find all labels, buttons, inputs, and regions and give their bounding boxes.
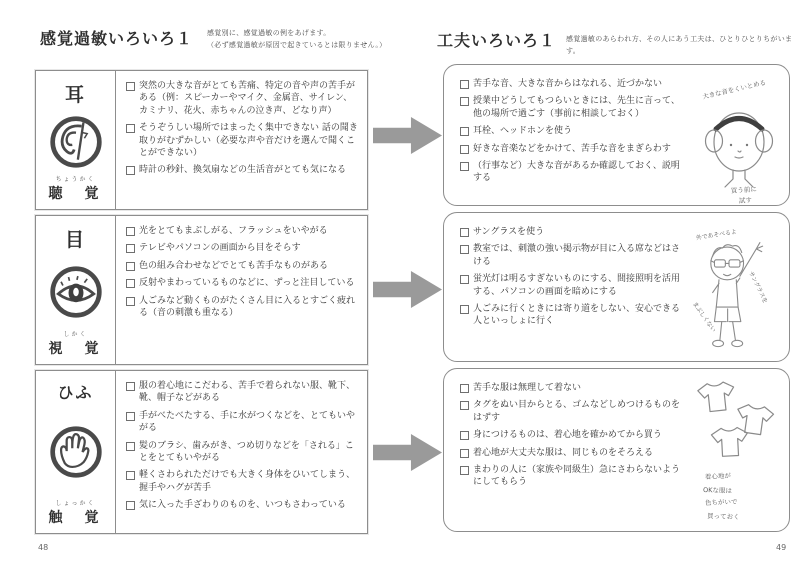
sense-name: 視 覚 bbox=[48, 341, 103, 357]
sense-label-hearing bbox=[49, 177, 103, 201]
checkbox-item bbox=[126, 260, 361, 272]
strategy-list-hearing bbox=[444, 65, 689, 205]
item-text: 時計の秒針、換気扇などの生活音がとても気になる bbox=[139, 165, 347, 176]
checkbox-item bbox=[126, 80, 361, 117]
checkbox-item bbox=[126, 469, 361, 494]
checkbox-icon bbox=[126, 124, 135, 133]
sense-column-touch bbox=[36, 371, 116, 533]
sketch-caption: 大きな音をくいとめる bbox=[701, 78, 767, 101]
item-text: 突然の大きな音がとても苦痛、特定の音や声の苦手がある（例：スピーカーやマイク、金属音、サイレン、カミナリ、花火、赤ちゃんの泣き声、どなり声） bbox=[139, 81, 356, 116]
checkbox-item bbox=[126, 380, 361, 405]
sense-name: 聴 覚 bbox=[48, 186, 103, 202]
sketch-caption: OKな服は bbox=[702, 486, 733, 496]
sketch-caption: まぶしくない bbox=[690, 301, 717, 334]
item-text: 軽くさわられただけでも大きく身体をひいてしまう、握手やハグが苦手 bbox=[139, 470, 356, 493]
right-page-number: 49 bbox=[776, 543, 787, 552]
item-text: 教室では、刺激の強い掲示物が目に入る席などはさける bbox=[473, 244, 681, 267]
sense-reading: しかく bbox=[63, 331, 88, 338]
right-arrow-icon bbox=[373, 271, 442, 308]
checkbox-item bbox=[126, 440, 361, 465]
checkbox-icon bbox=[126, 244, 135, 253]
strategy-box-touch bbox=[443, 368, 790, 532]
checkbox-item bbox=[126, 410, 361, 435]
checkbox-item bbox=[126, 242, 361, 254]
hand-icon bbox=[48, 424, 104, 480]
item-text: まわりの人に（家族や同級生）急にさわらないようにしてもらう bbox=[473, 465, 681, 488]
headphones-person-illustration bbox=[689, 65, 789, 205]
checkbox-icon bbox=[126, 501, 135, 510]
item-text: 色の組み合わせなどでとても苦手なものがある bbox=[139, 260, 329, 271]
checkbox-item bbox=[460, 447, 687, 459]
checkbox-item bbox=[460, 303, 687, 328]
item-text: 手がべたべたする、手に水がつくなどを、とてもいやがる bbox=[139, 410, 356, 434]
sunglasses-person-illustration bbox=[689, 213, 789, 361]
checkbox-item bbox=[460, 125, 687, 137]
item-text: テレビやパソコンの画面から目をそらす bbox=[139, 243, 301, 254]
checkbox-icon bbox=[126, 279, 135, 288]
item-text: 着心地が大丈夫な服は、同じものをそろえる bbox=[473, 447, 654, 458]
checkbox-item bbox=[126, 499, 361, 511]
item-text: 身につけるものは、着心地を確かめてから買う bbox=[473, 430, 662, 441]
checkbox-icon bbox=[126, 382, 135, 391]
checkbox-item bbox=[460, 429, 687, 441]
item-text: 苦手な音、大きな音からはなれる、近づかない bbox=[473, 79, 663, 89]
right-arrow-icon bbox=[373, 117, 442, 154]
checkbox-icon bbox=[460, 97, 469, 106]
sense-reading: ちょうかく bbox=[55, 176, 96, 183]
item-text: 人ごみに行くときには寄り道をしない、安心できる人といっしょに行く bbox=[473, 304, 681, 327]
item-text: 髪のブラシ、歯みがき、つめ切りなどを「される」ことをとてもいやがる bbox=[139, 440, 354, 464]
checkbox-icon bbox=[460, 127, 469, 136]
checkbox-icon bbox=[460, 449, 469, 458]
checkbox-icon bbox=[460, 245, 469, 254]
item-text: 蛍光灯は明るすぎないものにする、間接照明を活用する、パソコンの画面を暗めにする bbox=[473, 274, 681, 297]
ear-icon bbox=[48, 114, 104, 170]
sense-kanji: 耳 bbox=[64, 84, 86, 106]
strategy-box-vision bbox=[443, 212, 790, 362]
checkbox-icon bbox=[460, 466, 469, 475]
checkbox-item bbox=[460, 226, 687, 238]
sketch-caption: 試す bbox=[738, 196, 753, 205]
item-text: （行事など）大きな音があるか確認しておく、説明する bbox=[473, 161, 680, 184]
item-text: 人ごみなど動くものがたくさん目に入るとすごく疲れる（音の刺激も重なる） bbox=[139, 295, 356, 319]
checkbox-item bbox=[460, 273, 687, 298]
left-note-line1: 感覚別に、感覚過敏の例をあげます。 bbox=[207, 29, 331, 37]
item-text: 気に入った手ざわりのものを、いつもさわっている bbox=[139, 500, 346, 511]
item-text: タグをぬい目からとる、ゴムなどしめつけるものをはずす bbox=[473, 400, 681, 423]
checkbox-icon bbox=[126, 166, 135, 175]
right-page-title: 工夫いろいろ１ bbox=[437, 31, 557, 50]
checkbox-icon bbox=[126, 262, 135, 271]
checkbox-list-vision bbox=[116, 216, 367, 364]
checkbox-item bbox=[126, 295, 361, 320]
checkbox-icon bbox=[126, 227, 135, 236]
item-text: 授業中どうしてもつらいときには、先生に言って、他の場所で過ごす（事前に相談しておく） bbox=[473, 96, 680, 119]
checkbox-icon bbox=[460, 275, 469, 284]
sense-box-touch bbox=[35, 370, 368, 534]
checkbox-icon bbox=[460, 305, 469, 314]
checkbox-icon bbox=[126, 82, 135, 91]
item-text: 服の着心地にこだわる、苦手で着られない服、靴下、靴、帽子などがある bbox=[139, 381, 356, 404]
sketch-caption: 買う前に bbox=[730, 185, 758, 195]
strategy-list-touch bbox=[444, 369, 689, 531]
right-arrow-icon bbox=[373, 434, 442, 471]
checkbox-list-touch bbox=[116, 371, 367, 533]
item-text: 反射やまわっているものなどに、ずっと注目している bbox=[139, 278, 355, 289]
eye-icon bbox=[48, 264, 104, 320]
checkbox-icon bbox=[460, 384, 469, 393]
item-text: 光をとてもまぶしがる、フラッシュをいやがる bbox=[139, 226, 328, 236]
checkbox-item bbox=[460, 95, 687, 120]
checkbox-item bbox=[126, 122, 361, 159]
sketch-caption: 色ちがいで bbox=[704, 497, 738, 507]
left-page-title: 感覚過敏いろいろ１ bbox=[40, 29, 194, 48]
sense-reading: しょっかく bbox=[55, 500, 96, 507]
checkbox-item bbox=[460, 382, 687, 394]
sense-box-vision bbox=[35, 215, 368, 365]
sketch-caption: サングラスを bbox=[747, 270, 768, 305]
checkbox-list-hearing bbox=[116, 71, 367, 209]
sense-column-hearing bbox=[36, 71, 116, 209]
checkbox-icon bbox=[126, 442, 135, 451]
left-page-number: 48 bbox=[38, 543, 49, 552]
checkbox-icon bbox=[460, 431, 469, 440]
sense-box-hearing bbox=[35, 70, 368, 210]
sketch-caption: 買っておく bbox=[706, 512, 740, 522]
checkbox-item bbox=[460, 143, 687, 155]
sketch-caption: 外であそべるよ bbox=[695, 229, 738, 242]
left-page-note bbox=[207, 28, 392, 52]
strategy-box-hearing bbox=[443, 64, 790, 206]
sense-label-vision bbox=[49, 332, 103, 356]
checkbox-icon bbox=[460, 145, 469, 154]
checkbox-icon bbox=[460, 228, 469, 237]
sense-column-vision bbox=[36, 216, 116, 364]
t-shirts-illustration bbox=[689, 369, 789, 531]
sense-kanji: ひふ bbox=[57, 383, 94, 402]
checkbox-icon bbox=[126, 471, 135, 480]
checkbox-icon bbox=[460, 162, 469, 171]
checkbox-item bbox=[460, 243, 687, 268]
sense-name: 触 覚 bbox=[48, 510, 103, 526]
checkbox-icon bbox=[460, 401, 469, 410]
checkbox-icon bbox=[126, 412, 135, 421]
item-text: サングラスを使う bbox=[473, 227, 545, 237]
checkbox-item bbox=[126, 164, 361, 176]
checkbox-icon bbox=[126, 297, 135, 306]
left-note-line2: （必ず感覚過敏が原因で起きているとは限りません。） bbox=[207, 40, 387, 49]
checkbox-item bbox=[460, 464, 687, 489]
item-text: 苦手な服は無理して着ない bbox=[473, 383, 582, 393]
right-page-note: 感覚過敏のあらわれ方、その人にあう工夫は、ひとりひとりちがいます。 bbox=[566, 35, 793, 55]
sense-label-touch bbox=[49, 501, 103, 525]
strategy-list-vision bbox=[444, 213, 689, 361]
checkbox-item bbox=[460, 78, 687, 90]
item-text: そうぞうしい場所ではまったく集中できない 話の聞き取りがむずかしい（必要な声や音だけを選んで聞くことができない） bbox=[139, 123, 358, 159]
sketch-caption: 着心地が bbox=[704, 471, 732, 481]
checkbox-item bbox=[460, 399, 687, 424]
sense-kanji: 目 bbox=[64, 229, 86, 251]
checkbox-icon bbox=[460, 80, 469, 89]
item-text: 耳栓、ヘッドホンを使う bbox=[473, 126, 573, 137]
checkbox-item bbox=[126, 277, 361, 289]
item-text: 好きな音楽などをかけて、苦手な音をまぎらわす bbox=[473, 143, 671, 154]
checkbox-item bbox=[126, 225, 361, 237]
checkbox-item bbox=[460, 160, 687, 185]
